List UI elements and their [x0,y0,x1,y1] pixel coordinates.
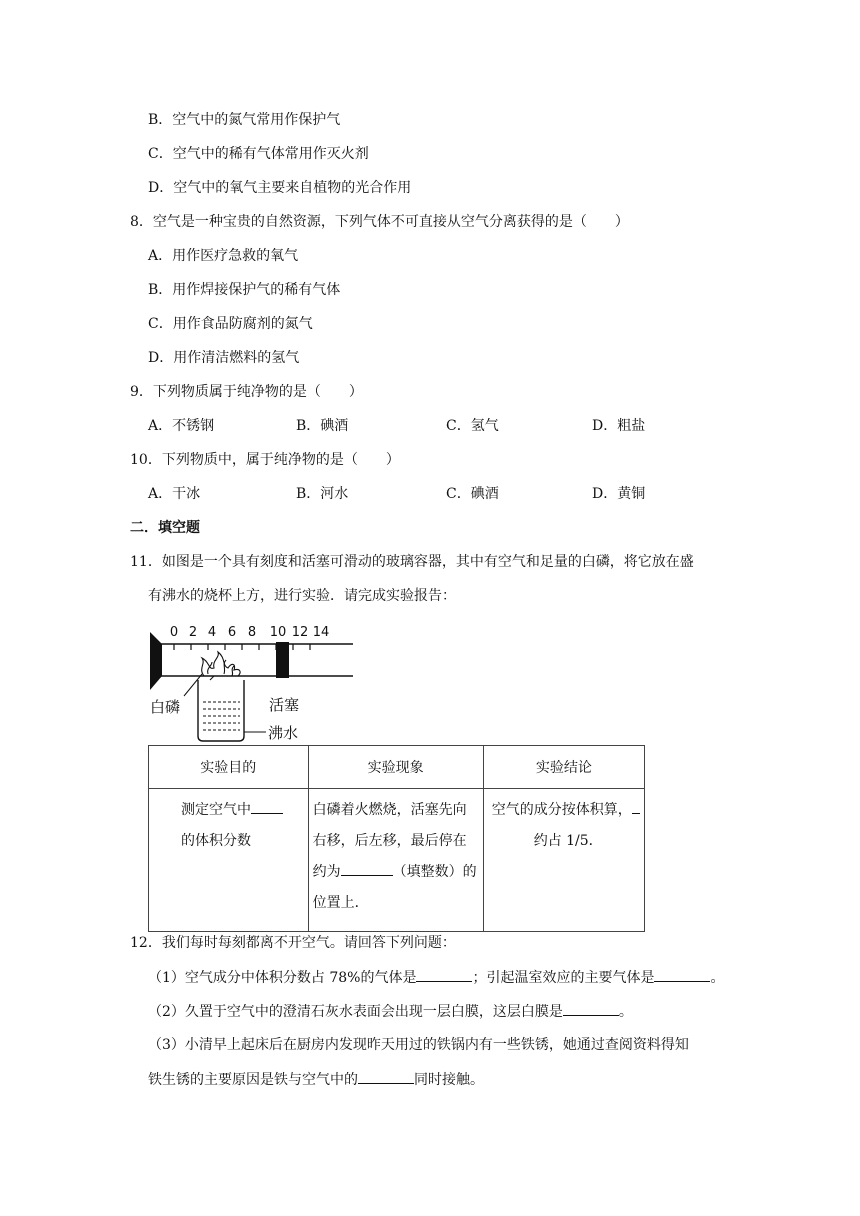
header-conclusion: 实验结论 [483,746,644,789]
scale-label-14: 14 [312,625,330,640]
q9-stem: 9．下列物质属于纯净物的是（ ） [130,384,363,400]
q11-stem-line2: 有沸水的烧杯上方，进行实验．请完成实验报告： [148,588,456,604]
container-left-end [150,632,162,690]
answer-blank-conclusion[interactable] [632,799,640,814]
q11-stem-line1: 11．如图是一个具有刻度和活塞可滑动的玻璃容器，其中有空气和足量的白磷，将它放在盛 [130,554,694,570]
q12-part1-text-b: ；引起温室效应的主要气体是 [472,970,655,986]
boiling-water [203,702,240,730]
table-header-row [149,746,645,789]
q12-part3-text-b: 铁生锈的主要原因是铁与空气中的 [148,1072,358,1088]
q7-option-c: C．空气中的稀有气体常用作灭火剂 [148,146,369,162]
label-piston: 活塞 [269,696,300,714]
q12-part1-text-a: （1）空气成分中体积分数占 78%的气体是 [148,970,417,986]
q8-option-c: C．用作食品防腐剂的氮气 [148,316,313,332]
q12-part1 [148,967,724,988]
scale-label-10: 10 [269,625,287,640]
purpose-text-b: 的体积分数 [181,833,251,849]
scale-label-2: 2 [188,625,198,640]
experiment-apparatus-figure [148,614,358,746]
cell-purpose [149,789,309,932]
q10-option-a: A．干冰 [148,486,201,502]
q8-option-b: B．用作焊接保护气的稀有气体 [148,282,341,298]
beaker [198,680,244,741]
header-purpose: 实验目的 [149,746,309,789]
header-phenomenon: 实验现象 [308,746,483,789]
conclusion-text-b: 约占 1/5． [533,833,603,849]
cell-phenomenon [308,789,483,932]
label-white-phosphorus: 白磷 [150,698,181,716]
q12-part3-line1: （3）小清早上起床后在厨房内发现昨天用过的铁锅内有一些铁锈，她通过查阅资料得知 [148,1037,689,1053]
q12-part3-text-c: 同时接触。 [414,1072,484,1088]
q9-option-d: D．粗盐 [592,418,646,434]
answer-blank-purpose[interactable] [251,799,283,814]
q8-option-d: D．用作清洁燃料的氢气 [148,350,300,366]
q12-stem: 12．我们每时每刻都离不开空气。请回答下列问题： [130,935,456,951]
q12-part3-line2 [148,1069,484,1090]
experiment-report-table [148,745,645,932]
answer-blank-78-gas[interactable] [416,967,472,982]
table-row [149,789,645,932]
q12-part2-text-a: （2）久置于空气中的澄清石灰水表面会出现一层白膜，这层白膜是 [148,1004,563,1020]
scale-label-4: 4 [207,625,217,640]
phenomenon-text-a: 白磷着火燃烧，活塞先向右移，后左移，最后停在约为 [312,802,467,880]
q10-option-d: D．黄铜 [592,486,646,502]
purpose-text-a: 测定空气中 [181,802,251,818]
label-boiling-water: 沸水 [268,724,299,742]
cell-conclusion [483,789,644,932]
answer-blank-white-film[interactable] [563,1001,619,1016]
piston [276,642,289,678]
q10-stem: 10．下列物质中，属于纯净物的是（ ） [130,452,400,468]
q12-part2 [148,1001,633,1022]
q10-option-c: C．碘酒 [446,486,499,502]
q12-part2-text-b: 。 [618,1004,633,1020]
q7-option-b: B．空气中的氮气常用作保护气 [148,112,341,128]
section-title: 二．填空题 [130,520,200,536]
scale-label-6: 6 [227,625,237,640]
scale-label-8: 8 [247,625,257,640]
q12-part1-text-c: 。 [710,970,725,986]
conclusion-text-a: 空气的成分按体积算， [491,802,632,818]
answer-blank-rust-cause[interactable] [358,1069,414,1084]
q7-option-d: D．空气中的氧气主要来自植物的光合作用 [148,180,412,196]
q9-option-c: C．氢气 [446,418,499,434]
q8-option-a: A．用作医疗急救的氧气 [148,248,299,264]
scale-label-12: 12 [291,625,309,640]
scale-label-0: 0 [169,625,179,640]
phenomenon-text-b: （填整数）的位置上． [312,864,477,911]
q10-option-b: B．河水 [296,486,349,502]
answer-blank-position[interactable] [341,861,393,876]
q9-option-a: A．不锈钢 [148,418,215,434]
answer-blank-greenhouse-gas[interactable] [654,967,710,982]
q9-option-b: B．碘酒 [296,418,349,434]
q8-stem: 8．空气是一种宝贵的自然资源，下列气体不可直接从空气分离获得的是（ ） [130,214,629,230]
